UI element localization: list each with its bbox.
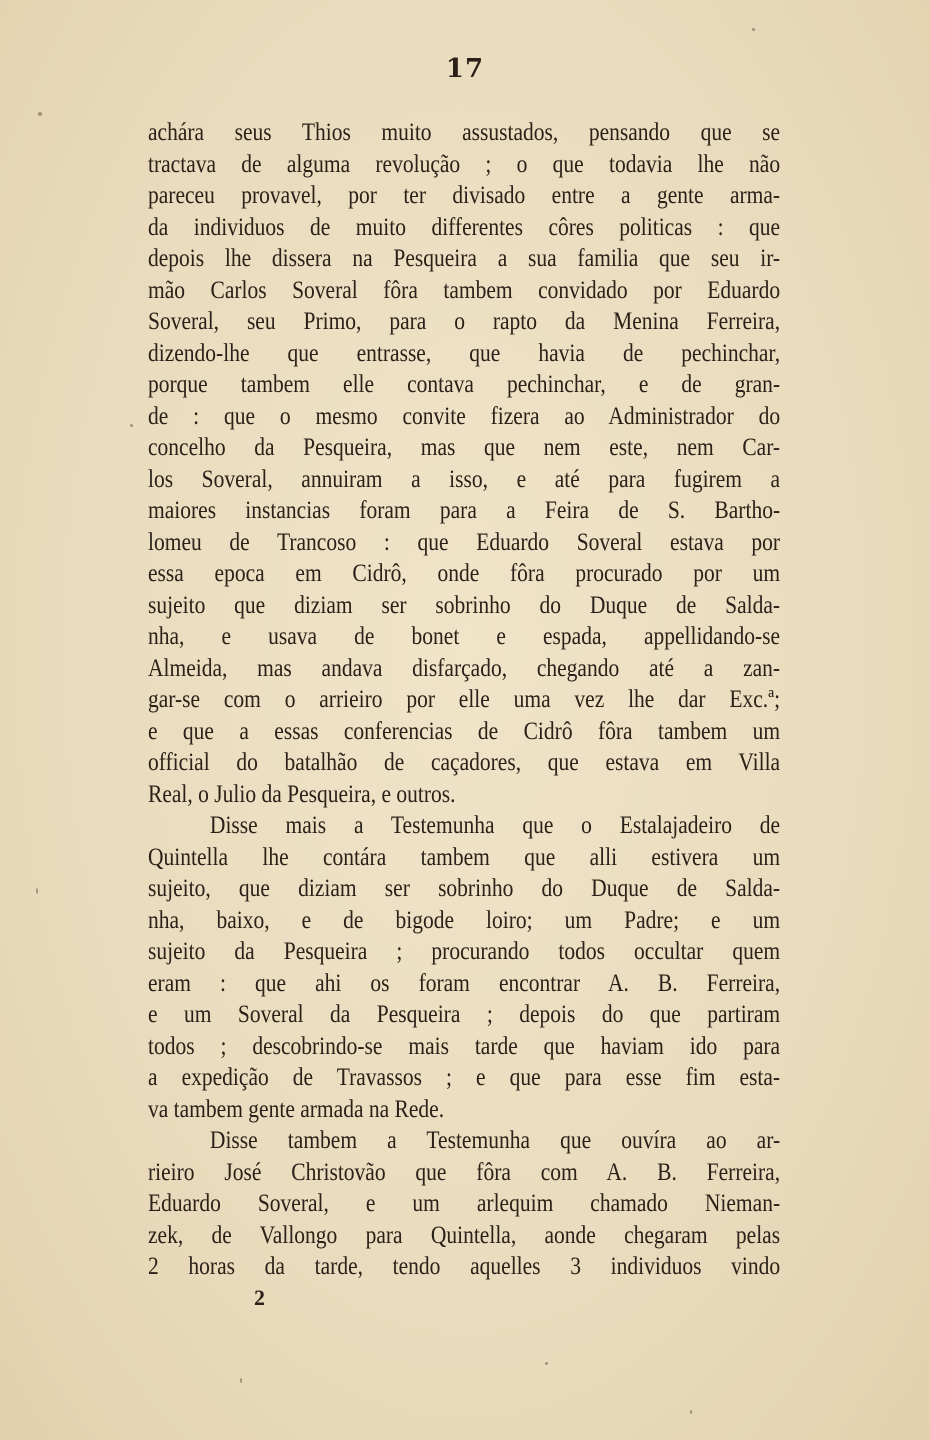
paper-speck [752, 28, 755, 31]
text-line: sujeito, que diziam ser sobrinho do Duque de Salda- [148, 875, 781, 902]
paper-speck [240, 1378, 242, 1383]
text-line: e que a essas conferencias de Cidrô fôra tambem um [148, 717, 781, 745]
text-line: mão Carlos Soveral fôra tambem convidado por Eduardo [148, 276, 781, 304]
text-line: depois lhe dissera na Pesqueira a sua familia que seu ir- [148, 245, 781, 272]
text-line: gar-se com o arrieiro por elle uma vez lhe dar Exc.ª; [148, 686, 781, 713]
page-number: 17 [445, 54, 485, 84]
text-line: e um Soveral da Pesqueira ; depois do que partiram [148, 1001, 781, 1028]
text-line: official do batalhão de caçadores, que estava em Villa [148, 749, 781, 776]
paper-speck [36, 888, 38, 894]
text-line: sujeito que diziam ser sobrinho do Duque de Salda- [148, 591, 781, 619]
text-line: achára seus Thios muito assustados, pensando que se [148, 119, 781, 146]
text-line: Soveral, seu Primo, para o rapto da Menina Ferreira, [148, 308, 781, 335]
text-line: pareceu provavel, por ter divisado entre a gente arma- [148, 182, 781, 209]
text-line: tractava de alguma revolução ; o que todavia lhe não [148, 150, 781, 178]
text-line: los Soveral, annuiram a isso, e até para fugirem a [148, 465, 781, 493]
paper-speck [690, 1410, 692, 1414]
text-line: Real, o Julio da Pesqueira, e outros. [148, 780, 456, 808]
text-line: concelho da Pesqueira, mas que nem este, nem Car- [148, 434, 781, 461]
text-line: dizendo-lhe que entrasse, que havia de pechinchar, [148, 339, 781, 367]
text-line: Eduardo Soveral, e um arlequim chamado Nieman- [148, 1190, 781, 1217]
text-line: porque tambem elle contava pechinchar, e de gran- [148, 371, 781, 398]
text-line: Quintella lhe contára tambem que alli estivera um [148, 843, 781, 871]
text-line: todos ; descobrindo-se mais tarde que haviam ido para [148, 1032, 781, 1060]
text-line: a expedição de Travassos ; e que para esse fim esta- [148, 1064, 781, 1091]
text-line: essa epoca em Cidrô, onde fôra procurado por um [148, 560, 781, 587]
signature-mark: 2 [254, 1285, 265, 1310]
text-line: eram : que ahi os foram encontrar A. B. Ferreira, [148, 969, 781, 997]
text-line: 2 horas da tarde, tendo aquelles 3 individuos vindo [148, 1253, 781, 1280]
paper-speck [130, 424, 133, 427]
text-line: nha, baixo, e de bigode loiro; um Padre; e um [148, 906, 781, 934]
body-text [148, 117, 780, 1283]
text-line: rieiro José Christovão que fôra com A. B. Ferreira, [148, 1158, 781, 1186]
text-line: Disse tambem a Testemunha que ouvíra ao ar- [209, 1127, 781, 1154]
text-line: de : que o mesmo convite fizera ao Administrador do [148, 402, 781, 430]
text-line: Almeida, mas andava disfarçado, chegando até a zan- [148, 654, 781, 682]
text-line: lomeu de Trancoso : que Eduardo Soveral estava por [148, 528, 781, 556]
text-line: nha, e usava de bonet e espada, appellidando-se [148, 623, 781, 650]
text-line: Disse mais a Testemunha que o Estalajadeiro de [209, 812, 781, 839]
text-line: maiores instancias foram para a Feira de S. Bartho- [148, 497, 781, 524]
text-line: va tambem gente armada na Rede. [148, 1095, 445, 1123]
paper-speck [38, 112, 42, 116]
paper-speck [545, 1362, 548, 1365]
text-line: sujeito da Pesqueira ; procurando todos occultar quem [148, 938, 781, 965]
text-line: zek, de Vallongo para Quintella, aonde chegaram pelas [148, 1221, 781, 1249]
text-line: da individuos de muito differentes côres politicas : que [148, 213, 781, 241]
